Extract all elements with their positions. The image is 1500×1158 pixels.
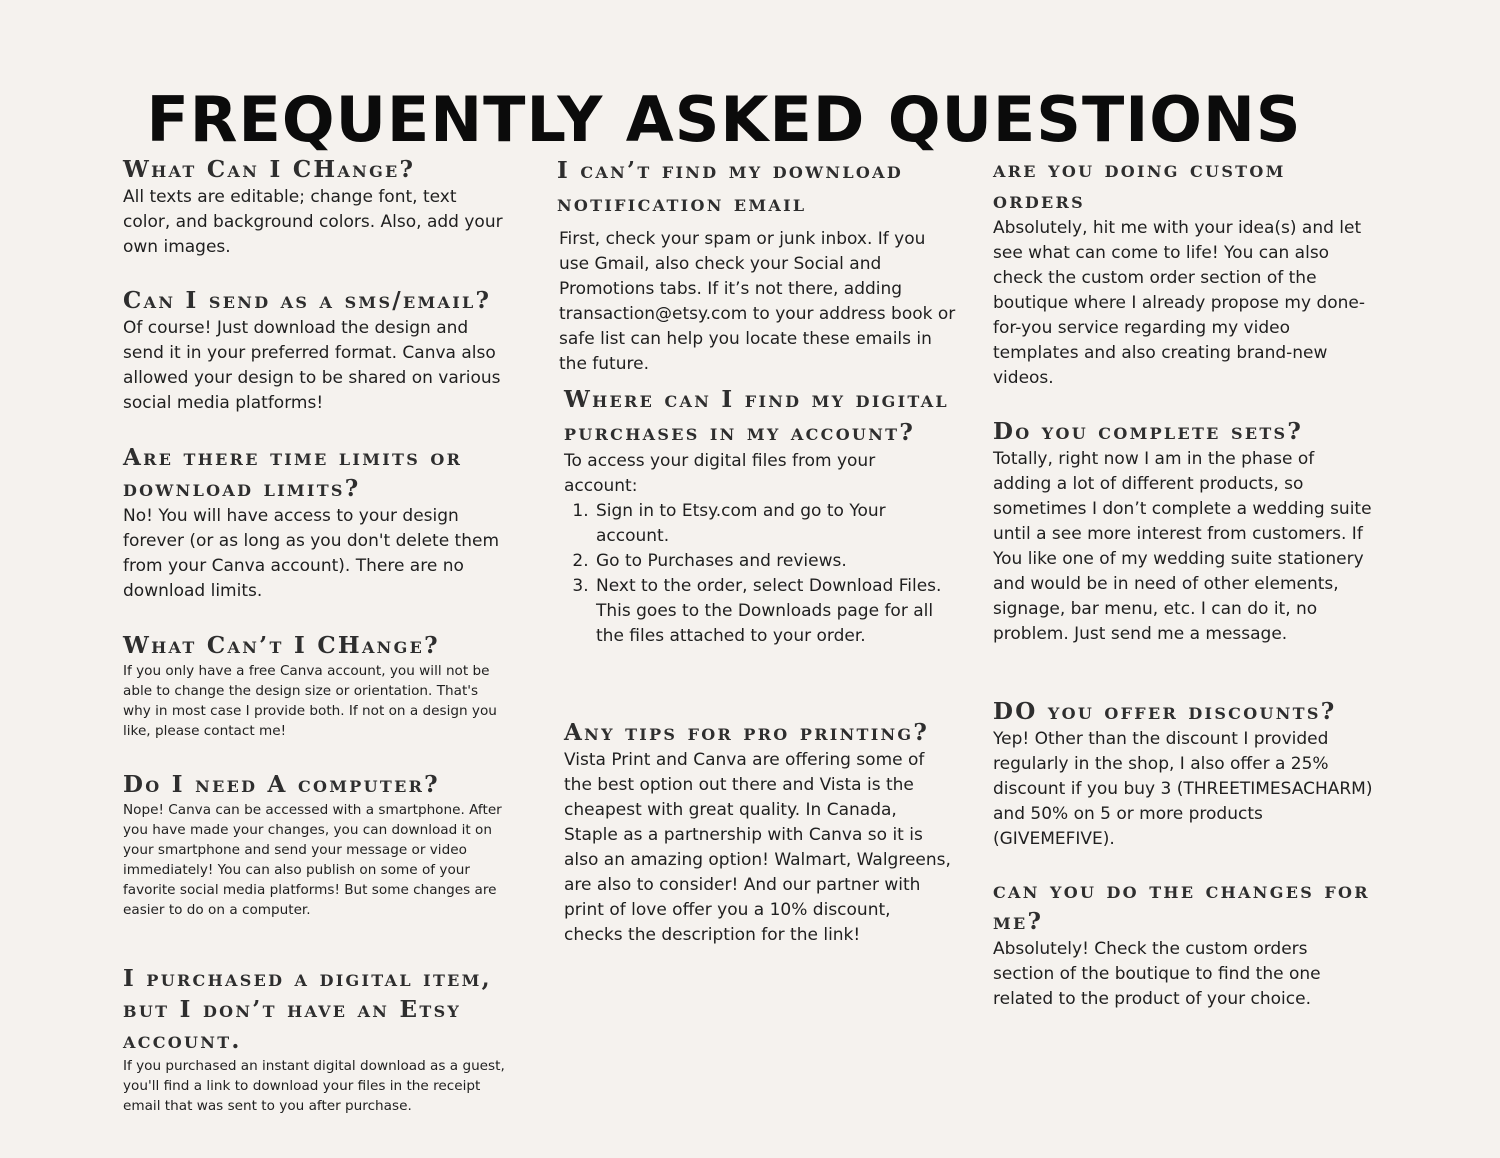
list-item: 2. Go to Purchases and reviews. [594, 549, 949, 574]
faq-item [993, 154, 1373, 391]
faq-question: Can I send as a sms/email? [123, 287, 492, 314]
faq-answer: Yep! Other than the discount I provided regularly in the shop, I also offer a 25% discount if you buy 3 (THREETIMESACHARM) and 50% on 5 or more products (GIVEMEFIVE). [993, 729, 1373, 849]
faq-item [557, 154, 957, 377]
faq-item [993, 875, 1373, 1012]
list-item: 3. Next to the order, select Download Files. This goes to the Downloads page for all the files attached to your order. [594, 574, 949, 649]
faq-question: Where can I find my digital purchases in my account? [564, 386, 949, 446]
faq-answer: Of course! Just download the design and send it in your preferred format. Canva also allowed your design to be shared on various social media platforms! [123, 318, 501, 413]
faq-item [564, 717, 954, 948]
faq-question: are you doing custom orders [993, 156, 1286, 214]
faq-question: I purchased a digital item, but I don’t have an Etsy account. [123, 965, 492, 1054]
page-title: FREQUENTLY ASKED QUESTIONS [146, 82, 1302, 156]
faq-item [123, 442, 508, 604]
faq-answer: Nope! Canva can be accessed with a smartphone. After you have made your changes, you can download it on your smartphone and send your message or video immediately! You can also publish on some of your favorite social media platforms! But some changes are easier to do on a computer. [123, 802, 502, 918]
faq-item [993, 696, 1373, 852]
faq-answer: All texts are editable; change font, text color, and background colors. Also, add your own images. [123, 187, 503, 257]
faq-question: Do you complete sets? [993, 418, 1304, 445]
faq-answer: Absolutely, hit me with your idea(s) and let see what can come to life! You can also check the custom order section of the boutique where I already propose my done-for-you service regarding my video templates and also creating brand-new videos. [993, 218, 1366, 388]
faq-question: DO you offer discounts? [993, 698, 1337, 725]
faq-item [123, 630, 503, 741]
faq-question: What Can’t I CHange? [123, 632, 440, 659]
faq-item [993, 416, 1373, 647]
faq-question: Any tips for pro printing? [564, 719, 930, 746]
faq-item [123, 285, 503, 416]
faq-question: Are there time limits or download limits? [123, 444, 463, 502]
faq-question: I can’t find my download notification email [557, 157, 904, 217]
faq-item [123, 769, 508, 920]
faq-question: What Can I CHange? [123, 156, 416, 183]
faq-answer: If you only have a free Canva account, you will not be able to change the design size or orientation. That's why in most case I provide both. If not on a design you like, please contact me! [123, 663, 497, 739]
faq-answer: Absolutely! Check the custom orders section of the boutique to find the one related to the product of your choice. [993, 939, 1321, 1009]
faq-answer: No! You will have access to your design forever (or as long as you don't delete them from your Canva account). There are no download limits. [123, 506, 500, 601]
faq-item [564, 383, 949, 649]
faq-answer: Vista Print and Canva are offering some of the best option out there and Vista is the cheapest with great quality. In Canada, Staple as a partnership with Canva so it is also an amazing option! Walmart, Walgreens, are also to consider! And our partner with print of love offer you a 10% discount, checks the description for the link! [564, 750, 951, 945]
list-item: 1. Sign in to Etsy.com and go to Your account. [594, 499, 949, 549]
faq-answer: If you purchased an instant digital download as a guest, you'll find a link to download your files in the receipt email that was sent to you after purchase. [123, 1058, 505, 1114]
faq-answer: First, check your spam or junk inbox. If you use Gmail, also check your Social and Promotions tabs. If it’s not there, adding transaction@etsy.com to your address book or safe list can help you locate these emails in the future. [559, 229, 956, 374]
faq-item [123, 154, 503, 260]
faq-answer: To access your digital files from your account: [564, 451, 876, 496]
faq-item [123, 963, 518, 1116]
faq-answer: Totally, right now I am in the phase of adding a lot of different products, so sometimes I don’t complete a wedding suite until a see more interest from customers. If You like one of my wedding suite stationery and would be in need of other elements, signage, bar menu, etc. I can do it, no problem. Just send me a message. [993, 449, 1372, 644]
faq-question: Do I need A computer? [123, 771, 440, 798]
download-steps-list [564, 499, 949, 649]
faq-question: can you do the changes for me? [993, 877, 1370, 935]
